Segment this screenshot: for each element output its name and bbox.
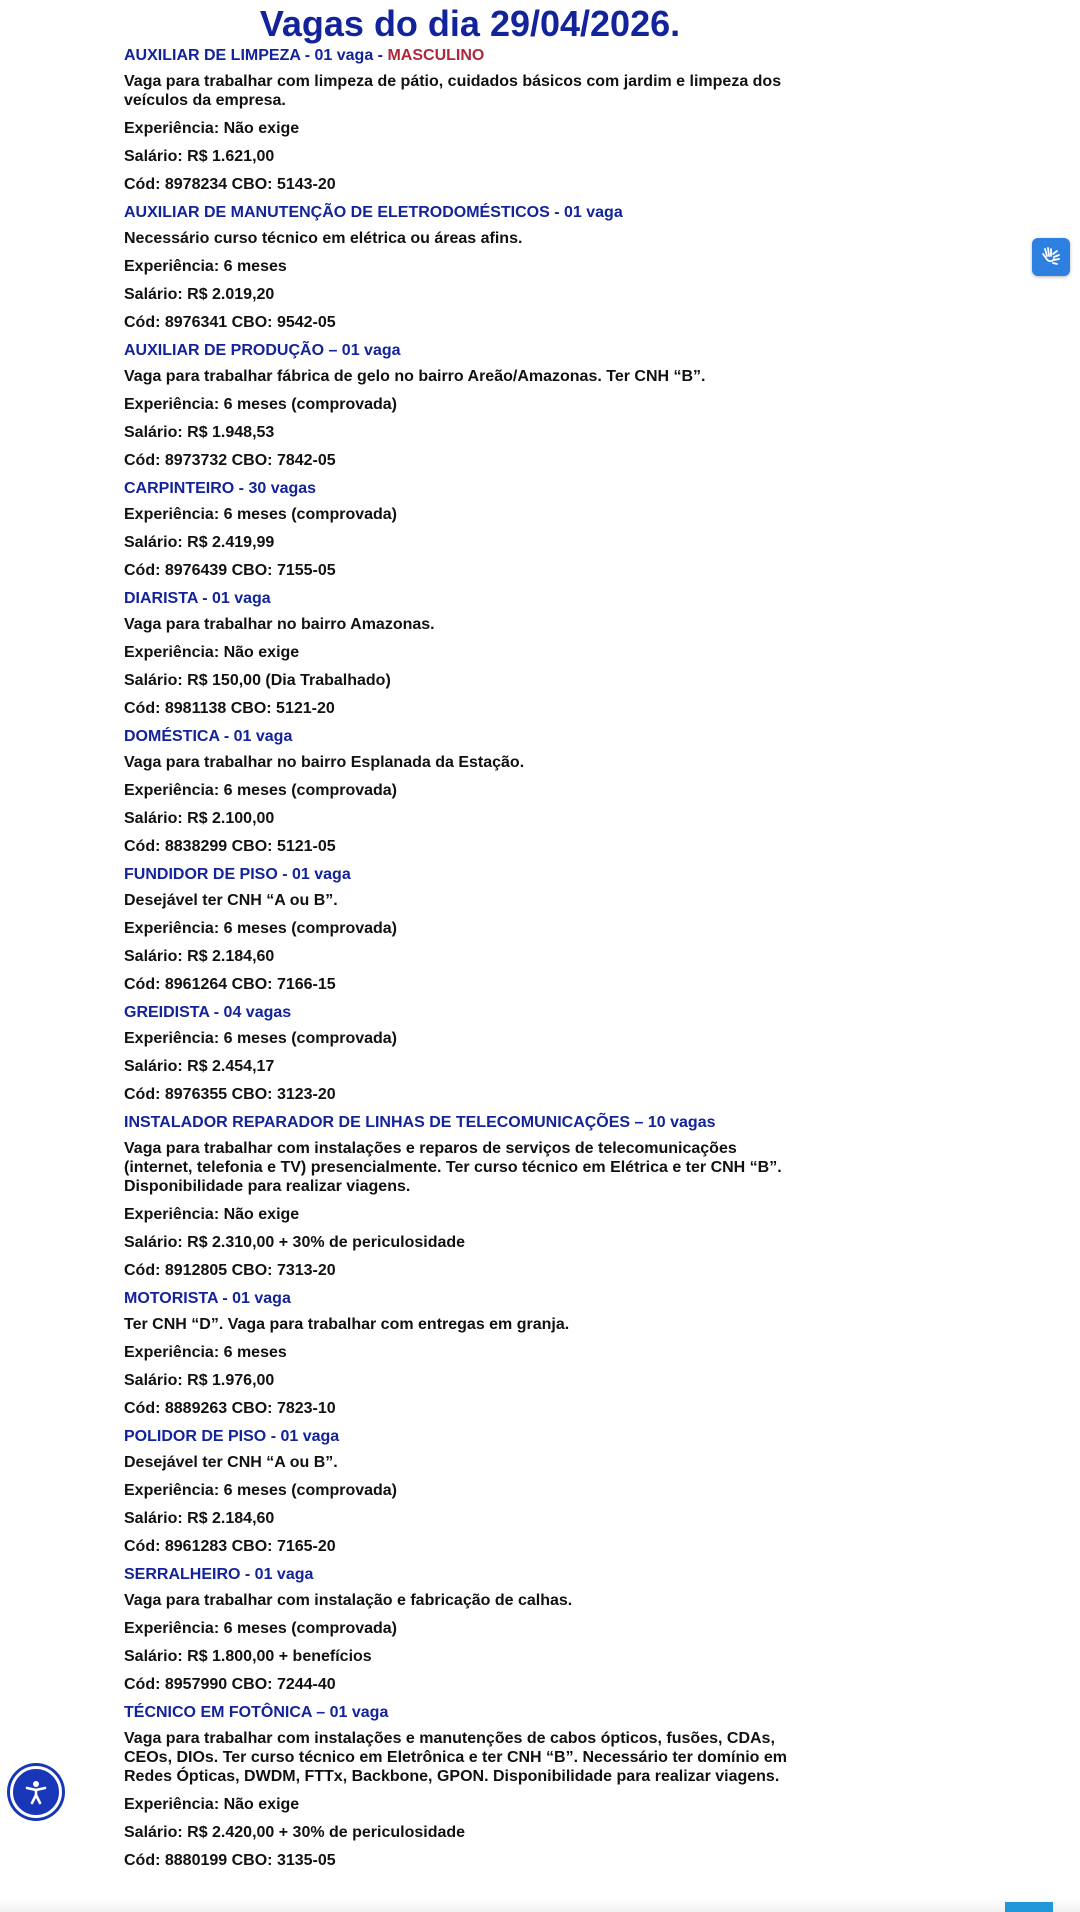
job-salary: Salário: R$ 2.454,17 — [124, 1058, 275, 1075]
job-salary: Salário: R$ 2.419,99 — [124, 534, 275, 551]
job-listing — [124, 727, 804, 856]
job-description: Vaga para trabalhar no bairro Amazonas. — [124, 616, 435, 633]
job-title-text: DIARISTA - 01 vaga — [124, 590, 271, 607]
job-title — [124, 1427, 804, 1447]
job-code: Cód: 8838299 CBO: 5121-05 — [124, 838, 336, 855]
job-code: Cód: 8976439 CBO: 7155-05 — [124, 562, 336, 579]
job-title-text: TÉCNICO EM FOTÔNICA – 01 vaga — [124, 1704, 389, 1721]
job-salary: Salário: R$ 1.621,00 — [124, 148, 275, 165]
job-title-text: DOMÉSTICA - 01 vaga — [124, 728, 293, 745]
accessibility-person-icon — [22, 1778, 50, 1806]
job-experience: Experiência: Não exige — [124, 644, 300, 661]
accessibility-menu-button[interactable] — [6, 1762, 66, 1822]
job-code: Cód: 8957990 CBO: 7244-40 — [124, 1676, 336, 1693]
job-description: Vaga para trabalhar com instalação e fabricação de calhas. — [124, 1592, 573, 1609]
job-listing — [124, 865, 804, 994]
job-salary: Salário: R$ 2.100,00 — [124, 810, 275, 827]
scroll-to-top-button[interactable] — [1005, 1902, 1053, 1912]
job-salary: Salário: R$ 2.310,00 + 30% de periculosidade — [124, 1234, 466, 1251]
job-title — [124, 1289, 804, 1309]
job-listing — [124, 341, 804, 470]
job-code: Cód: 8976355 CBO: 3123-20 — [124, 1086, 336, 1103]
job-code: Cód: 8978234 CBO: 5143-20 — [124, 176, 336, 193]
job-description: Vaga para trabalhar no bairro Esplanada da Estação. — [124, 754, 525, 771]
job-title-text: INSTALADOR REPARADOR DE LINHAS DE TELECOMUNICAÇÕES – 10 vagas — [124, 1114, 716, 1131]
job-listing — [124, 1289, 804, 1418]
job-listing — [124, 1113, 804, 1280]
job-description: Vaga para trabalhar com instalações e manutenções de cabos ópticos, fusões, CDAs, CEOs, DIOs. Ter curso técnico em Eletrônica e ter CNH “B”. Necessário ter domínio em Redes Ópticas, DWDM, FTTx, Backbone, GPON. Disponibilidade para realizar viagens. — [124, 1730, 788, 1785]
job-listing — [124, 203, 804, 332]
job-title — [124, 46, 804, 66]
job-title-text: CARPINTEIRO - 30 vagas — [124, 480, 317, 497]
job-title-text: MOTORISTA - 01 vaga — [124, 1290, 291, 1307]
job-title-text: AUXILIAR DE MANUTENÇÃO DE ELETRODOMÉSTICOS - 01 vaga — [124, 204, 623, 221]
job-listing — [124, 46, 804, 194]
job-code: Cód: 8961264 CBO: 7166-15 — [124, 976, 336, 993]
job-description: Necessário curso técnico em elétrica ou áreas afins. — [124, 230, 523, 247]
page-title: Vagas do dia 29/04/2026. — [259, 3, 681, 44]
job-code: Cód: 8912805 CBO: 7313-20 — [124, 1262, 336, 1279]
job-description: Ter CNH “D”. Vaga para trabalhar com entregas em granja. — [124, 1316, 570, 1333]
job-description: Vaga para trabalhar com instalações e reparos de serviços de telecomunicações (internet, telefonia e TV) presencialmente. Ter curso técnico em Elétrica e ter CNH “B”. Disponibilidade para realizar viagens. — [124, 1140, 782, 1195]
job-salary: Salário: R$ 1.948,53 — [124, 424, 275, 441]
job-listing — [124, 1427, 804, 1556]
job-code: Cód: 8880199 CBO: 3135-05 — [124, 1852, 336, 1869]
accessibility-button-inner — [10, 1766, 62, 1818]
job-description: Desejável ter CNH “A ou B”. — [124, 1454, 338, 1471]
job-salary: Salário: R$ 1.976,00 — [124, 1372, 275, 1389]
job-experience: Experiência: Não exige — [124, 1796, 300, 1813]
job-description: Vaga para trabalhar fábrica de gelo no bairro Areão/Amazonas. Ter CNH “B”. — [124, 368, 706, 385]
job-list — [124, 46, 804, 1879]
job-salary: Salário: R$ 2.019,20 — [124, 286, 275, 303]
job-experience: Experiência: 6 meses (comprovada) — [124, 920, 398, 937]
job-listing — [124, 479, 804, 580]
job-title-text: GREIDISTA - 04 vagas — [124, 1004, 292, 1021]
job-experience: Experiência: 6 meses — [124, 258, 287, 275]
job-title — [124, 727, 804, 747]
job-listing — [124, 1003, 804, 1104]
job-title-text: AUXILIAR DE LIMPEZA - 01 vaga - — [124, 47, 388, 64]
job-code: Cód: 8981138 CBO: 5121-20 — [124, 700, 335, 717]
job-code: Cód: 8973732 CBO: 7842-05 — [124, 452, 336, 469]
job-code: Cód: 8889263 CBO: 7823-10 — [124, 1400, 336, 1417]
job-experience: Experiência: 6 meses (comprovada) — [124, 782, 398, 799]
job-experience: Experiência: 6 meses (comprovada) — [124, 1482, 398, 1499]
job-title — [124, 1003, 804, 1023]
job-title — [124, 203, 804, 223]
job-salary: Salário: R$ 2.420,00 + 30% de periculosidade — [124, 1824, 466, 1841]
job-title-text: AUXILIAR DE PRODUÇÃO – 01 vaga — [124, 342, 401, 359]
job-experience: Experiência: 6 meses (comprovada) — [124, 506, 398, 523]
job-description: Desejável ter CNH “A ou B”. — [124, 892, 338, 909]
job-listing — [124, 1565, 804, 1694]
job-experience: Experiência: 6 meses — [124, 1344, 287, 1361]
job-title-highlight: MASCULINO — [387, 47, 485, 64]
job-title — [124, 1565, 804, 1585]
job-title — [124, 589, 804, 609]
job-salary: Salário: R$ 1.800,00 + benefícios — [124, 1648, 372, 1665]
job-title-text: FUNDIDOR DE PISO - 01 vaga — [124, 866, 351, 883]
job-listing — [124, 589, 804, 718]
sign-language-hands-icon — [1039, 245, 1063, 269]
job-title — [124, 341, 804, 361]
bottom-fade — [0, 1898, 1080, 1912]
job-experience: Experiência: Não exige — [124, 120, 300, 137]
job-listing — [124, 1703, 804, 1870]
job-salary: Salário: R$ 2.184,60 — [124, 1510, 275, 1527]
job-code: Cód: 8961283 CBO: 7165-20 — [124, 1538, 336, 1555]
job-salary: Salário: R$ 2.184,60 — [124, 948, 275, 965]
job-experience: Experiência: 6 meses (comprovada) — [124, 1620, 398, 1637]
job-title — [124, 865, 804, 885]
job-title — [124, 479, 804, 499]
job-description: Vaga para trabalhar com limpeza de pátio, cuidados básicos com jardim e limpeza dos veículos da empresa. — [124, 73, 782, 109]
job-experience: Experiência: Não exige — [124, 1206, 300, 1223]
job-title-text: POLIDOR DE PISO - 01 vaga — [124, 1428, 340, 1445]
job-title-text: SERRALHEIRO - 01 vaga — [124, 1566, 314, 1583]
job-experience: Experiência: 6 meses (comprovada) — [124, 396, 398, 413]
job-title — [124, 1703, 804, 1723]
job-salary: Salário: R$ 150,00 (Dia Trabalhado) — [124, 672, 391, 689]
job-code: Cód: 8976341 CBO: 9542-05 — [124, 314, 336, 331]
libras-translator-button[interactable] — [1032, 238, 1070, 276]
job-experience: Experiência: 6 meses (comprovada) — [124, 1030, 398, 1047]
job-title — [124, 1113, 804, 1133]
